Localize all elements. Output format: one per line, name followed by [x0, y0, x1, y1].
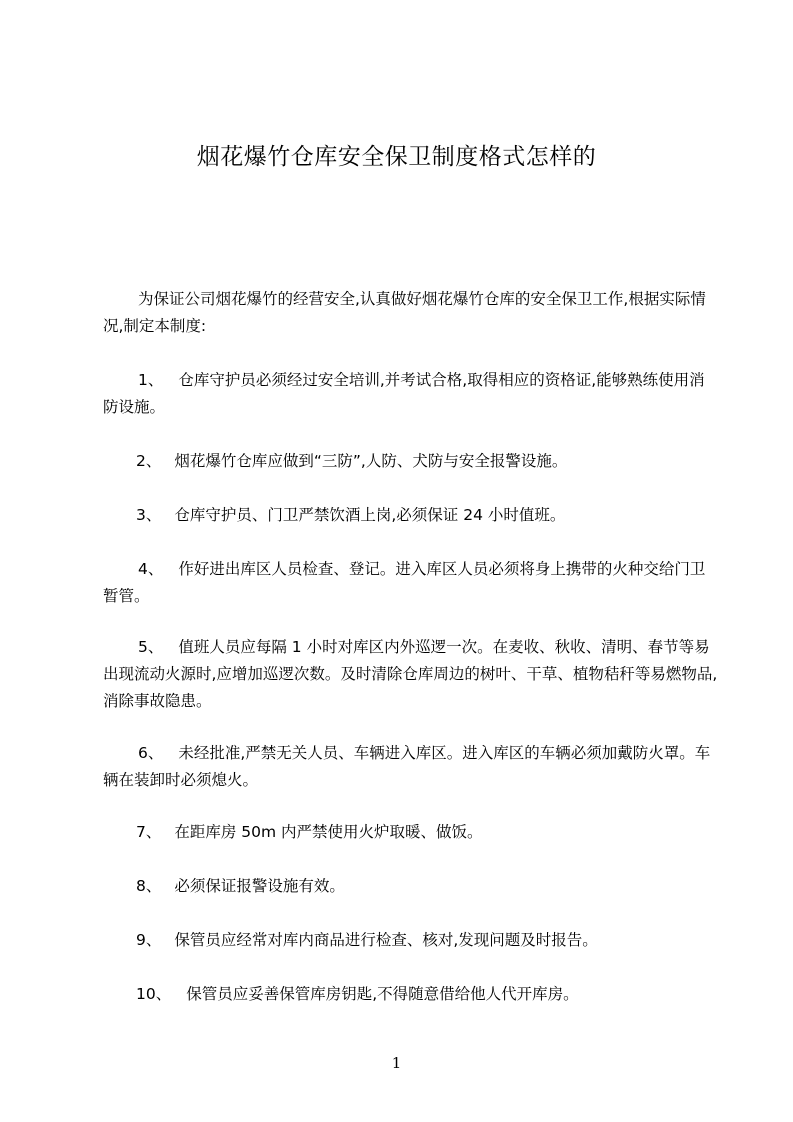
list-item: [103, 502, 718, 529]
item-text: 在距库房 50m 内严禁使用火炉取暖、做饭。: [174, 823, 483, 841]
item-number: 1、: [138, 371, 164, 389]
list-item: [103, 819, 718, 846]
item-number: 6、: [138, 744, 164, 762]
item-text: 保管员应妥善保管库房钥匙,不得随意借给他人代开库房。: [186, 985, 579, 1003]
list-item: [103, 927, 718, 954]
item-text: 未经批准,严禁无关人员、车辆进入库区。进入库区的车辆必须加戴防火罩。车辆在装卸时必须熄火。: [103, 744, 711, 789]
page-number: 1: [391, 1054, 402, 1072]
list-item: [103, 367, 718, 421]
list-item: [103, 556, 718, 610]
item-text: 保管员应经常对库内商品进行检查、核对,发现问题及时报告。: [174, 931, 598, 949]
item-number: 8、: [136, 877, 162, 895]
item-text: 仓库守护员必须经过安全培训,并考试合格,取得相应的资格证,能够熟练使用消防设施。: [103, 371, 705, 416]
item-text: 仓库守护员、门卫严禁饮酒上岗,必须保证 24 小时值班。: [174, 506, 566, 524]
item-number: 4、: [138, 560, 164, 578]
list-item: [103, 634, 718, 715]
list-item: [103, 448, 718, 475]
list-item: [103, 873, 718, 900]
item-text: 烟花爆竹仓库应做到“三防”,人防、犬防与安全报警设施。: [174, 452, 568, 470]
document-title: 烟花爆竹仓库安全保卫制度格式怎样的: [196, 144, 597, 170]
item-text: 必须保证报警设施有效。: [174, 877, 345, 895]
item-number: 7、: [136, 823, 162, 841]
item-text: 作好进出库区人员检查、登记。进入库区人员必须将身上携带的火种交给门卫暂管。: [103, 560, 706, 605]
item-number: 10、: [136, 985, 172, 1003]
item-number: 3、: [136, 506, 162, 524]
item-text: 值班人员应每隔 1 小时对库区内外巡逻一次。在麦收、秋收、清明、春节等易出现流动火源时,应增加巡逻次数。及时清除仓库周边的树叶、干草、植物秸秆等易燃物品,消除事故隐患。: [103, 638, 718, 710]
item-number: 2、: [136, 452, 162, 470]
list-item: [103, 981, 718, 1008]
list-item: [103, 740, 718, 794]
item-number: 5、: [138, 638, 164, 656]
item-number: 9、: [136, 931, 162, 949]
intro-paragraph: 为保证公司烟花爆竹的经营安全,认真做好烟花爆竹仓库的安全保卫工作,根据实际情况,制定本制度:: [103, 290, 706, 335]
